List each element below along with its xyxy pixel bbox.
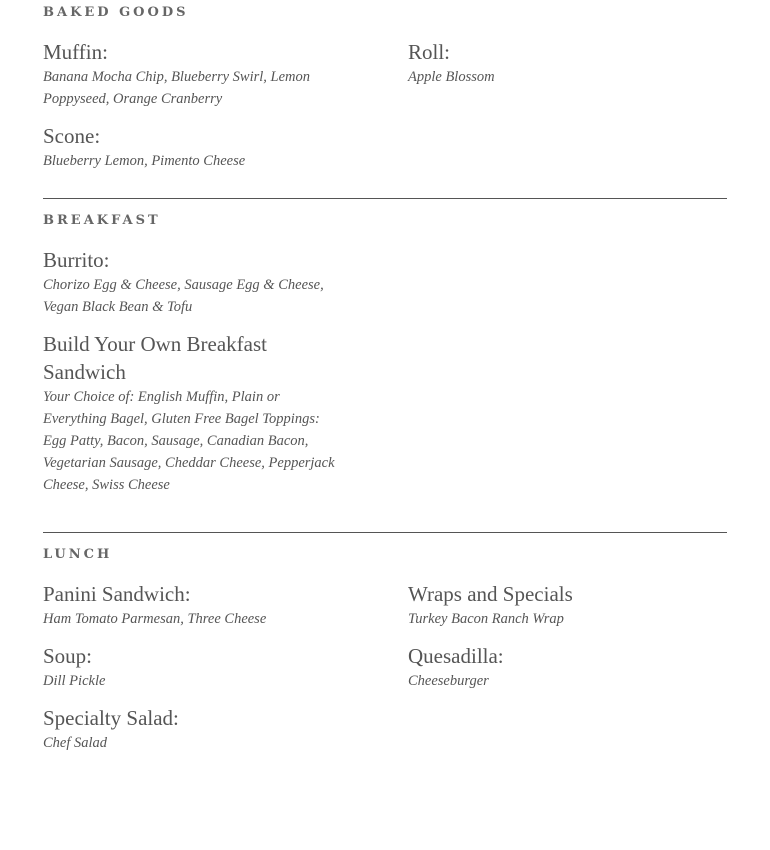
- section-grid: [43, 26, 727, 172]
- menu-item-muffin: [43, 38, 408, 110]
- item-name: Muffin:: [43, 40, 108, 64]
- section-title-lunch: LUNCH: [43, 547, 113, 562]
- menu-item-wraps-and-specials: [408, 580, 727, 630]
- left-column: [43, 234, 408, 496]
- section-lunch: [43, 542, 727, 754]
- item-name: Build Your Own Breakfast Sandwich: [43, 332, 267, 384]
- item-description: Banana Mocha Chip, Blueberry Swirl, Lemon Poppyseed, Orange Cranberry: [43, 69, 311, 107]
- item-name: Soup:: [43, 644, 93, 668]
- right-column: [408, 26, 727, 172]
- menu-item-scone: [43, 122, 408, 172]
- item-description: Ham Tomato Parmesan, Three Cheese: [43, 611, 267, 627]
- menu-item-burrito: [43, 246, 408, 318]
- menu: [43, 0, 727, 754]
- item-name: Panini Sandwich:: [43, 582, 191, 606]
- item-description: Dill Pickle: [43, 673, 106, 689]
- item-name: Burrito:: [43, 248, 110, 272]
- item-description: Blueberry Lemon, Pimento Cheese: [43, 153, 246, 169]
- right-column: [408, 234, 727, 496]
- item-name: Scone:: [43, 124, 101, 148]
- menu-item-panini-sandwich: [43, 580, 408, 630]
- section-breakfast: [43, 208, 727, 532]
- item-name: Wraps and Specials: [408, 582, 573, 606]
- item-description: Chorizo Egg & Cheese, Sausage Egg & Cheese, Vegan Black Bean & Tofu: [43, 277, 324, 315]
- right-column: [408, 568, 727, 754]
- menu-item-soup: [43, 642, 408, 692]
- section-title-breakfast: BREAKFAST: [43, 213, 161, 228]
- item-description: Cheeseburger: [408, 673, 489, 689]
- left-column: [43, 568, 408, 754]
- section-grid: [43, 234, 727, 496]
- item-description: Apple Blossom: [408, 69, 495, 85]
- item-description: Your Choice of: English Muffin, Plain or Everything Bagel, Gluten Free Bagel Toppings: Egg Patty, Bacon, Sausage, Canadian Bacon, Vegetarian Sausage, Cheddar Cheese, Pepperjack Cheese, Swiss Cheese: [43, 389, 335, 493]
- menu-item-quesadilla: [408, 642, 727, 692]
- section-divider: [43, 198, 727, 199]
- menu-item-roll: [408, 38, 727, 88]
- item-name: Specialty Salad:: [43, 706, 179, 730]
- section-divider: [43, 532, 727, 533]
- left-column: [43, 26, 408, 172]
- item-name: Quesadilla:: [408, 644, 504, 668]
- section-grid: [43, 568, 727, 754]
- item-description: Chef Salad: [43, 735, 108, 751]
- item-name: Roll:: [408, 40, 451, 64]
- item-description: Turkey Bacon Ranch Wrap: [408, 611, 564, 627]
- menu-item-build-your-own-breakfast-sandwich: [43, 330, 408, 496]
- section-title-baked-goods: BAKED GOODS: [43, 5, 189, 20]
- section-baked-goods: [43, 0, 727, 198]
- menu-item-specialty-salad: [43, 704, 408, 754]
